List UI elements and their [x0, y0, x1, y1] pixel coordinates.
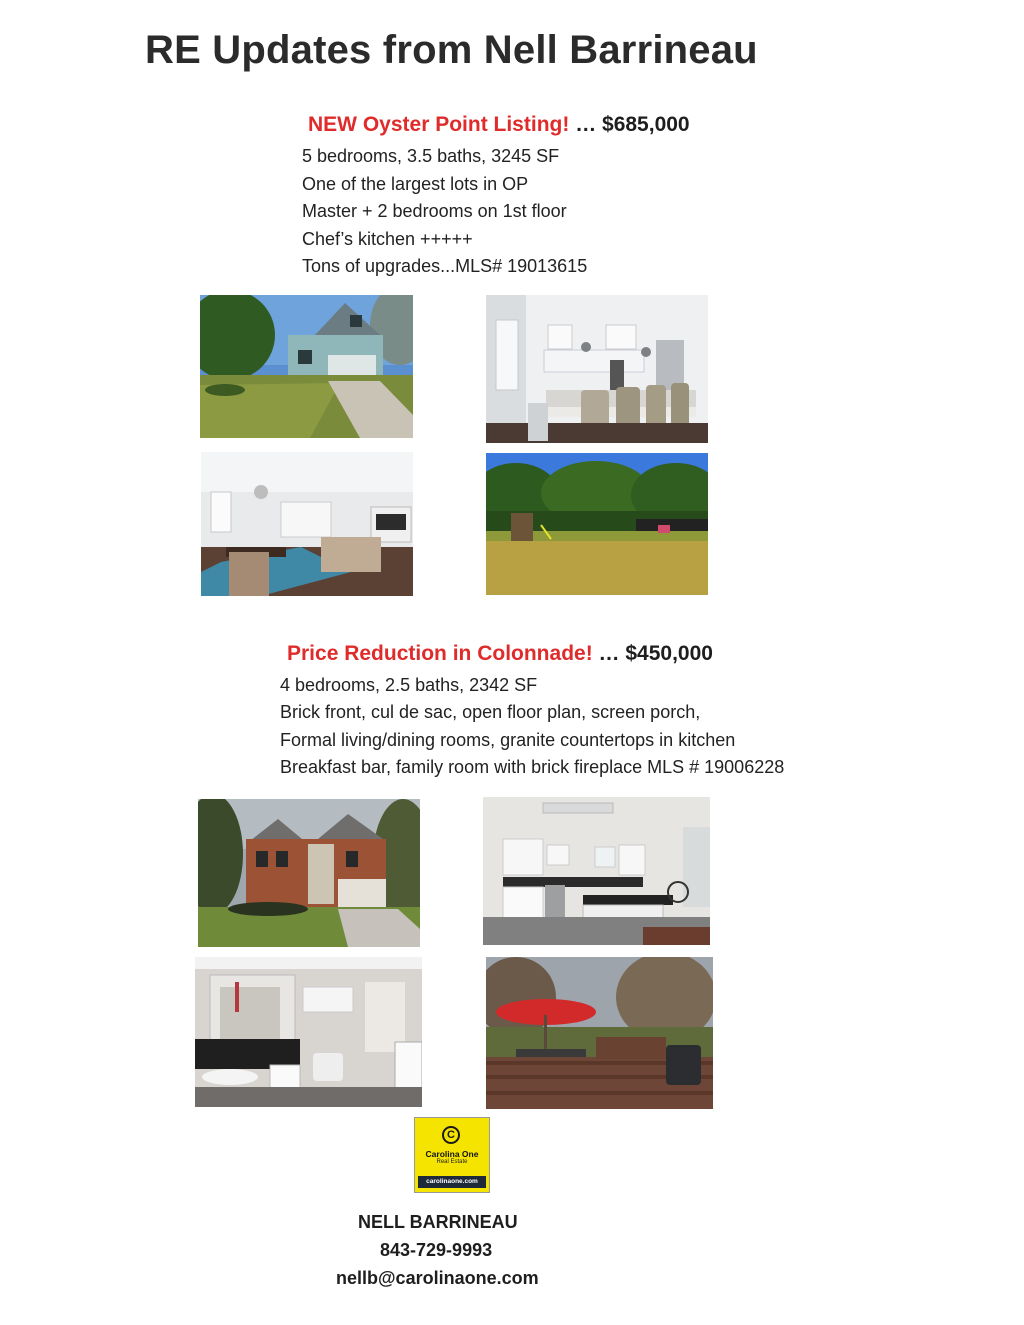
logo-url: carolinaone.com [418, 1176, 486, 1188]
listing-2-exterior-photo [198, 799, 420, 947]
listing-2-header [287, 642, 713, 666]
contact-phone: 843-729-9993 [380, 1240, 493, 1260]
copyright-c-icon: C [442, 1126, 460, 1144]
listing-1-detail: Tons of upgrades...MLS# 19013615 [302, 256, 588, 277]
listing-1-headline: NEW Oyster Point Listing! [308, 113, 570, 136]
contact-email[interactable]: nellb@carolinaone.com [336, 1268, 539, 1288]
listing-2-details [280, 672, 784, 782]
contact-name: NELL BARRINEAU [358, 1212, 518, 1232]
page-title: RE Updates from Nell Barrineau [145, 28, 758, 72]
listing-1-details [302, 143, 587, 281]
listing-2-price: … $450,000 [598, 642, 713, 665]
listing-2-deck-photo [486, 957, 713, 1109]
listing-1-detail: 5 bedrooms, 3.5 baths, 3245 SF [302, 146, 560, 166]
carolina-one-logo [414, 1117, 490, 1193]
logo-subtitle: Real Estate [436, 1159, 468, 1165]
listing-1-kitchen-photo [486, 295, 708, 443]
listing-1-detail: Master + 2 bedrooms on 1st floor [302, 201, 567, 222]
listing-2-bathroom-photo [195, 957, 422, 1107]
listing-2-detail: Brick front, cul de sac, open floor plan, screen porch, [280, 702, 701, 723]
listing-1-exterior-photo [200, 295, 413, 438]
listing-2-headline: Price Reduction in Colonnade! [287, 642, 593, 665]
listing-2-detail: Formal living/dining rooms, granite countertops in kitchen [280, 729, 736, 750]
listing-1-price: … $685,000 [575, 113, 690, 136]
listing-2-kitchen-photo [483, 797, 710, 945]
listing-1-dining-photo [201, 452, 413, 596]
listing-1-detail: One of the largest lots in OP [302, 173, 529, 194]
listing-1-header [308, 113, 690, 137]
listing-2-detail: 4 bedrooms, 2.5 baths, 2342 SF [280, 675, 538, 695]
listing-2-detail: Breakfast bar, family room with brick fireplace MLS # 19006228 [280, 757, 785, 778]
listing-1-yard-photo [486, 453, 708, 595]
logo-name: Carolina One [425, 1149, 479, 1159]
listing-1-detail: Chef’s kitchen +++++ [302, 228, 473, 249]
